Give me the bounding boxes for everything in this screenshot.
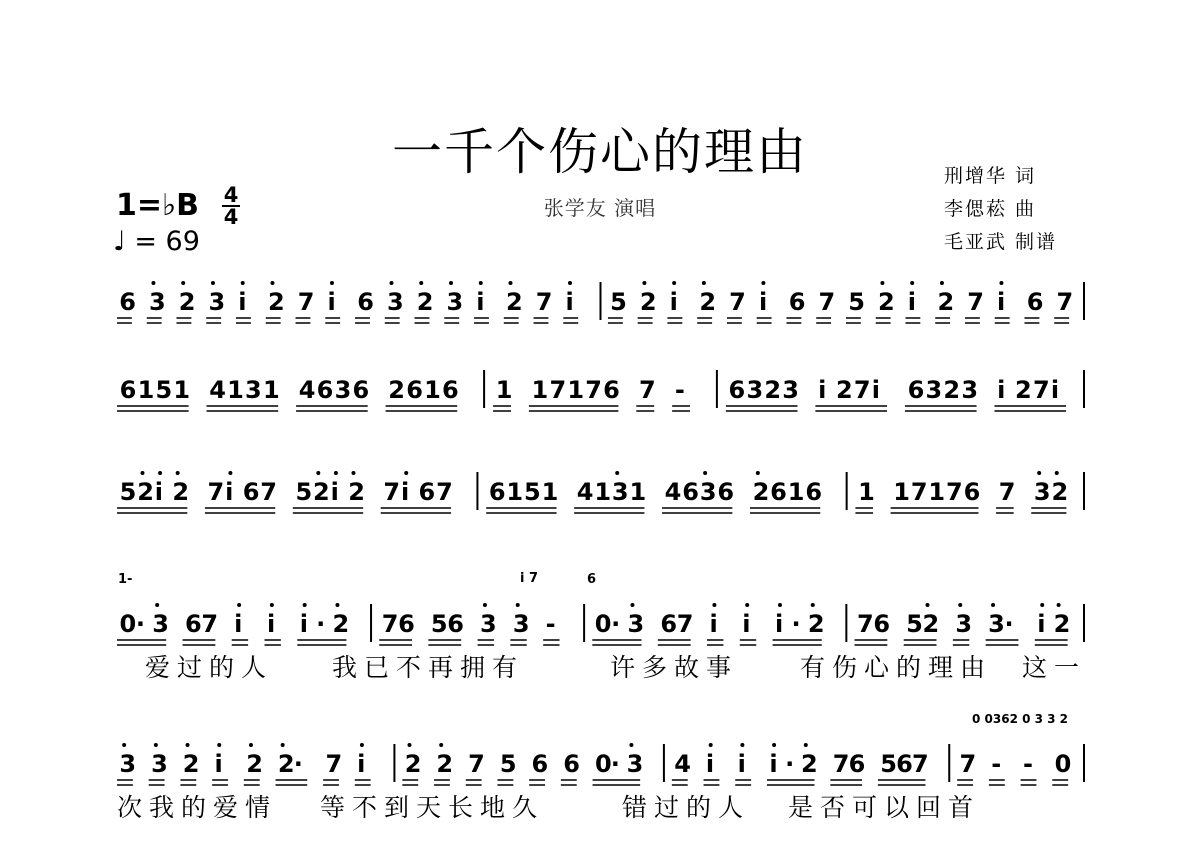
note-glyph: 7 <box>585 376 602 404</box>
note-glyph: 3 <box>151 750 168 778</box>
note-glyph: 4 <box>209 376 226 404</box>
note-glyph: 7 <box>959 750 977 778</box>
note-glyph: 7 <box>1032 376 1050 404</box>
note-glyph: 2 <box>404 750 422 778</box>
lyric-phrase: 我已不再拥有 <box>332 653 525 682</box>
note-glyph: 6 <box>357 288 374 316</box>
lyric-phrase: 错过的人 <box>622 793 751 822</box>
note-glyph: 1 <box>173 376 191 404</box>
note-glyph: 5 <box>155 376 173 404</box>
note-glyph: 5 <box>610 288 627 316</box>
note-glyph: 6 <box>242 478 260 506</box>
octave-dot <box>303 603 307 607</box>
note-glyph: i <box>737 750 746 778</box>
note-glyph: · <box>791 610 801 638</box>
octave-dot <box>630 603 634 607</box>
note-glyph: 7 <box>910 478 928 506</box>
octave-dot <box>211 281 215 285</box>
note-glyph: 2 <box>699 288 717 316</box>
note-glyph: 7 <box>201 610 219 638</box>
note-glyph: 1 <box>531 376 549 404</box>
time-signature-top: 4 <box>223 183 239 207</box>
song-title: 一千个伤心的理由 <box>392 123 808 181</box>
octave-dot <box>389 281 393 285</box>
octave-dot <box>335 603 339 607</box>
time-signature-bottom: 4 <box>223 205 239 229</box>
key-signature: 1=♭B <box>116 188 200 223</box>
note-glyph: i <box>327 288 336 316</box>
octave-dot <box>778 603 782 607</box>
note-glyph: 5 <box>430 610 448 638</box>
note-glyph: 7 <box>207 478 225 506</box>
note-glyph: 6 <box>406 376 423 404</box>
note-glyph: 3 <box>699 478 717 506</box>
note-glyph: 7 <box>945 478 963 506</box>
note-glyph: 2 <box>1053 610 1071 638</box>
octave-dot <box>181 281 185 285</box>
octave-dot <box>958 603 962 607</box>
lyric-phrase: 次我的爱情 <box>117 793 278 822</box>
note-glyph: i <box>742 610 751 638</box>
note-glyph: i <box>818 376 827 404</box>
note-glyph: 1 <box>594 478 612 506</box>
note-glyph: 6 <box>873 610 891 638</box>
note-glyph: i <box>214 750 223 778</box>
octave-dot <box>449 281 453 285</box>
octave-dot <box>407 743 411 747</box>
note-glyph: 2 <box>246 750 263 778</box>
note-glyph: 7 <box>1056 288 1074 316</box>
note-glyph: - <box>1022 750 1033 778</box>
note-glyph: 7 <box>857 610 874 638</box>
octave-dot <box>642 281 646 285</box>
octave-dot <box>316 471 320 475</box>
octave-dot <box>1057 603 1061 607</box>
note-glyph: 1 <box>137 376 155 404</box>
note-glyph: 1 <box>858 478 875 506</box>
note-glyph: 1 <box>541 478 559 506</box>
note-glyph: 0 <box>119 610 137 638</box>
note-glyph: 3 <box>148 288 166 316</box>
note-glyph: 6 <box>805 478 823 506</box>
note-glyph: 3 <box>746 376 764 404</box>
octave-dot <box>1040 603 1044 607</box>
note-glyph: 3 <box>782 376 799 404</box>
note-glyph: 1 <box>424 376 441 404</box>
octave-dot <box>155 603 159 607</box>
octave-dot <box>241 281 245 285</box>
octave-dot <box>709 743 713 747</box>
note-glyph: 2 <box>937 288 955 316</box>
note-glyph: 5 <box>906 610 923 638</box>
note-glyph: 6 <box>907 376 925 404</box>
note-glyph: · <box>1004 610 1014 638</box>
octave-dot <box>158 471 162 475</box>
lyric-phrase: 是否可以回首 <box>788 793 981 822</box>
arranger-credit: 毛亚武 制谱 <box>944 231 1058 253</box>
composer-credit: 李偲菘 曲 <box>944 198 1037 220</box>
note-glyph: 2 <box>922 610 940 638</box>
octave-dot <box>629 743 633 747</box>
note-glyph: - <box>674 376 685 404</box>
octave-dot <box>615 471 619 475</box>
note-glyph: 2 <box>178 288 196 316</box>
volta-mark-1: 1- <box>118 572 133 587</box>
octave-dot <box>516 603 520 607</box>
note-glyph: 2 <box>348 478 365 506</box>
note-glyph: i <box>871 376 881 404</box>
note-glyph: i <box>775 610 784 638</box>
note-glyph: 2 <box>1015 376 1032 404</box>
note-glyph: 2 <box>268 288 285 316</box>
octave-dot <box>176 471 180 475</box>
octave-dot <box>1055 471 1059 475</box>
octave-dot <box>925 603 929 607</box>
octave-dot <box>880 281 884 285</box>
note-glyph: 7 <box>383 478 401 506</box>
octave-dot <box>999 281 1003 285</box>
note-glyph: 2 <box>801 750 818 778</box>
note-glyph: 1 <box>629 478 647 506</box>
note-glyph: 4 <box>576 478 594 506</box>
note-glyph: 0 <box>594 750 612 778</box>
octave-dot <box>1037 471 1041 475</box>
note-glyph: 6 <box>531 750 549 778</box>
note-glyph: 1 <box>893 478 910 506</box>
note-glyph: 7 <box>468 750 485 778</box>
note-glyph: 7 <box>436 478 453 506</box>
note-glyph: 3 <box>626 750 644 778</box>
note-glyph: 5 <box>524 478 541 506</box>
note-glyph: i <box>476 288 485 316</box>
octave-dot <box>439 743 443 747</box>
note-glyph: 3 <box>152 610 169 638</box>
note-glyph: 7 <box>853 376 871 404</box>
note-glyph: i <box>357 750 366 778</box>
note-glyph: 2 <box>764 376 782 404</box>
octave-dot <box>761 281 765 285</box>
note-glyph: i <box>299 610 308 638</box>
octave-dot <box>154 743 158 747</box>
lyricist-credit: 刑增华 词 <box>944 165 1037 187</box>
note-glyph: 2 <box>332 610 350 638</box>
octave-dot <box>745 603 749 607</box>
note-glyph: 6 <box>717 478 735 506</box>
note-glyph: 4 <box>664 478 682 506</box>
grace-note-mark: i 7 <box>520 571 539 586</box>
note-glyph: i <box>907 288 916 316</box>
note-glyph: 2 <box>752 478 770 506</box>
note-glyph: 1 <box>262 376 280 404</box>
note-glyph: 7 <box>729 288 746 316</box>
octave-dot <box>910 281 914 285</box>
note-glyph: 6 <box>788 288 806 316</box>
octave-dot <box>270 281 274 285</box>
note-glyph: 6 <box>398 610 415 638</box>
note-glyph: i <box>154 478 164 506</box>
octave-dot <box>479 281 483 285</box>
note-glyph: 6 <box>447 610 464 638</box>
note-glyph: 6 <box>682 478 699 506</box>
note-glyph: 3 <box>387 288 404 316</box>
volta-mark-2: 6 <box>587 572 597 587</box>
note-glyph: 7 <box>967 288 984 316</box>
note-glyph: 1 <box>567 376 585 404</box>
note-glyph: 2 <box>506 288 523 316</box>
note-glyph: 6 <box>119 288 136 316</box>
note-glyph: 3 <box>334 376 352 404</box>
octave-dot <box>270 603 274 607</box>
note-glyph: 2 <box>137 478 154 506</box>
note-glyph: 6 <box>563 750 580 778</box>
octave-dot <box>140 471 144 475</box>
octave-dot <box>508 281 512 285</box>
note-glyph: i <box>400 478 410 506</box>
note-glyph: 2 <box>835 376 853 404</box>
note-glyph: 7 <box>549 376 567 404</box>
note-glyph: 7 <box>381 610 399 638</box>
note-glyph: 7 <box>639 376 656 404</box>
octave-dot <box>772 743 776 747</box>
note-glyph: i <box>705 750 715 778</box>
note-glyph: · <box>610 750 620 778</box>
note-glyph: 3 <box>955 610 973 638</box>
lyric-phrase: 爱过的人 <box>145 653 274 682</box>
octave-dot <box>249 743 253 747</box>
octave-dot <box>228 471 232 475</box>
note-glyph: 4 <box>674 750 691 778</box>
octave-dot <box>186 743 190 747</box>
note-glyph: 6 <box>603 376 620 404</box>
note-glyph: 7 <box>260 478 277 506</box>
note-glyph: 2 <box>639 288 657 316</box>
note-glyph: 6 <box>442 376 459 404</box>
note-glyph: 7 <box>535 288 553 316</box>
octave-dot <box>360 743 364 747</box>
note-glyph: 2 <box>277 750 295 778</box>
lyric-phrase: 等不到天长地久 <box>320 793 545 822</box>
note-glyph: 1 <box>495 376 513 404</box>
note-glyph: 6 <box>896 750 913 778</box>
note-glyph: - <box>545 610 556 638</box>
octave-dot <box>404 471 408 475</box>
octave-dot <box>568 281 572 285</box>
note-glyph: 3 <box>446 288 464 316</box>
note-glyph: 6 <box>770 478 787 506</box>
note-glyph: 3 <box>245 376 262 404</box>
octave-dot <box>703 471 707 475</box>
note-glyph: 7 <box>912 750 929 778</box>
octave-dot <box>940 281 944 285</box>
note-glyph: 7 <box>676 610 694 638</box>
note-glyph: 0 <box>1054 750 1072 778</box>
tempo-value: = 69 <box>134 226 200 257</box>
singer-credit: 张学友 演唱 <box>543 196 657 220</box>
octave-dot <box>804 743 808 747</box>
note-glyph: 5 <box>499 750 517 778</box>
note-glyph: 7 <box>832 750 850 778</box>
note-glyph: 3 <box>119 750 137 778</box>
note-glyph: i <box>266 610 276 638</box>
note-glyph: 6 <box>316 376 334 404</box>
note-glyph: i <box>234 610 243 638</box>
octave-dot <box>712 603 716 607</box>
note-glyph: i <box>1050 376 1060 404</box>
note-glyph: 0 <box>594 610 612 638</box>
octave-dot <box>237 603 241 607</box>
note-glyph: 5 <box>119 478 137 506</box>
note-glyph: 1 <box>787 478 805 506</box>
note-glyph: 2 <box>943 376 961 404</box>
note-glyph: i <box>669 288 678 316</box>
note-glyph: · <box>135 610 145 638</box>
note-glyph: 6 <box>728 376 746 404</box>
lyric-phrase: 有伤心的理由 <box>800 653 993 682</box>
note-glyph: 1 <box>227 376 244 404</box>
note-glyph: 3 <box>1033 478 1051 506</box>
note-glyph: 7 <box>297 288 315 316</box>
note-glyph: 6 <box>418 478 436 506</box>
note-glyph: 5 <box>295 478 313 506</box>
note-glyph: 3 <box>627 610 645 638</box>
note-glyph: 6 <box>1026 288 1044 316</box>
lyric-phrase: 许多故事 <box>610 653 739 682</box>
note-glyph: 6 <box>848 750 866 778</box>
octave-dot <box>991 603 995 607</box>
quarter-note-icon: ♩ <box>113 226 126 257</box>
note-glyph: · <box>293 750 303 778</box>
note-glyph: i <box>709 610 718 638</box>
octave-dot <box>330 281 334 285</box>
octave-dot <box>756 471 760 475</box>
note-glyph: 3 <box>611 478 629 506</box>
note-glyph: 6 <box>352 376 370 404</box>
pickup-mark: 0 0362 0 3 3 2 <box>972 712 1069 726</box>
note-glyph: 6 <box>963 478 981 506</box>
note-glyph: i <box>225 478 234 506</box>
note-glyph: 7 <box>818 288 836 316</box>
note-glyph: i <box>997 376 1006 404</box>
note-glyph: 2 <box>807 610 825 638</box>
note-glyph: 2 <box>313 478 330 506</box>
octave-dot <box>217 743 221 747</box>
note-glyph: 1 <box>928 478 946 506</box>
octave-dot <box>811 603 815 607</box>
note-glyph: 3 <box>988 610 1005 638</box>
note-glyph: 2 <box>182 750 200 778</box>
note-glyph: i <box>565 288 574 316</box>
note-glyph: · <box>611 610 621 638</box>
octave-dot <box>351 471 355 475</box>
note-glyph: 6 <box>185 610 202 638</box>
octave-dot <box>419 281 423 285</box>
note-glyph: · <box>316 610 326 638</box>
note-glyph: 2 <box>1051 478 1069 506</box>
note-glyph: 6 <box>488 478 506 506</box>
note-glyph: i <box>238 288 247 316</box>
note-glyph: 1 <box>506 478 524 506</box>
octave-dot <box>122 743 126 747</box>
note-glyph: 3 <box>512 610 530 638</box>
note-glyph: · <box>785 750 795 778</box>
note-glyph: i <box>758 288 768 316</box>
octave-dot <box>281 743 285 747</box>
note-glyph: i <box>330 478 339 506</box>
note-glyph: - <box>991 750 1002 778</box>
octave-dot <box>672 281 676 285</box>
octave-dot <box>740 743 744 747</box>
octave-dot <box>702 281 706 285</box>
note-glyph: 6 <box>119 376 137 404</box>
octave-dot <box>334 471 338 475</box>
note-glyph: 2 <box>416 288 434 316</box>
note-glyph: i <box>996 288 1006 316</box>
note-glyph: 7 <box>325 750 343 778</box>
note-glyph: 2 <box>436 750 454 778</box>
note-glyph: i <box>769 750 778 778</box>
note-glyph: 2 <box>388 376 406 404</box>
lyric-phrase: 这一 <box>1022 653 1087 682</box>
octave-dot <box>483 603 487 607</box>
note-glyph: 3 <box>480 610 497 638</box>
note-glyph: 7 <box>998 478 1016 506</box>
note-glyph: 3 <box>925 376 943 404</box>
note-glyph: 2 <box>172 478 190 506</box>
note-glyph: 5 <box>880 750 897 778</box>
octave-dot <box>151 281 155 285</box>
note-glyph: 5 <box>848 288 865 316</box>
note-glyph: 2 <box>877 288 895 316</box>
note-glyph: 6 <box>660 610 678 638</box>
note-glyph: 3 <box>961 376 979 404</box>
note-glyph: 4 <box>298 376 316 404</box>
note-glyph: 3 <box>208 288 226 316</box>
note-glyph: i <box>1037 610 1046 638</box>
